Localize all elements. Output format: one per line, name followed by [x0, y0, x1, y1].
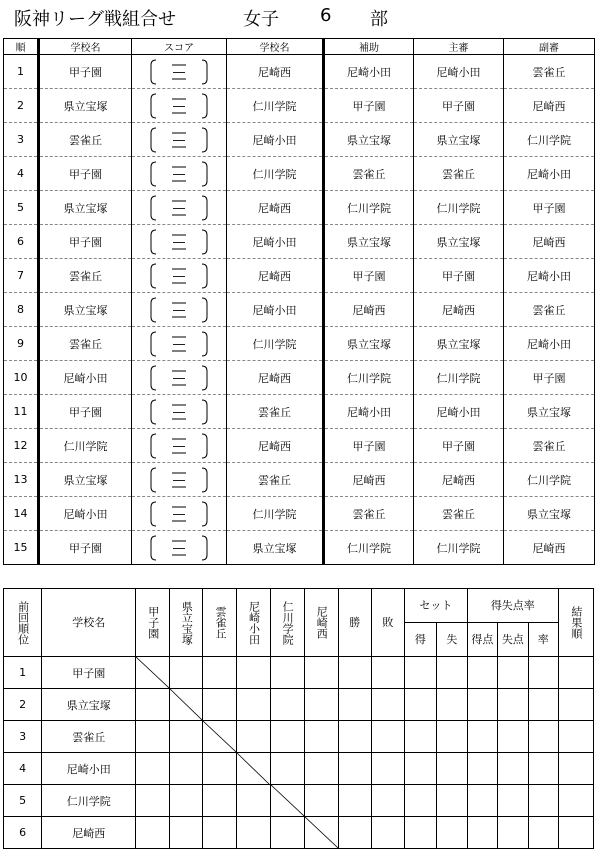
rate-cell[interactable]: [528, 785, 558, 817]
schedule-row: [4, 259, 595, 293]
diagonal-line: [271, 785, 304, 816]
diagonal-line: [237, 753, 269, 784]
diagonal-line: [305, 817, 338, 848]
match-result-cell[interactable]: [170, 657, 203, 689]
match-result-cell[interactable]: [304, 721, 338, 753]
points-against-cell[interactable]: [497, 785, 528, 817]
match-result-cell[interactable]: [170, 817, 203, 849]
result-rank-cell[interactable]: [558, 785, 593, 817]
sub-referee: 雲雀丘: [504, 429, 595, 463]
result-rank-cell[interactable]: [558, 657, 593, 689]
match-order: 4: [4, 157, 39, 191]
home-school: 仁川学院: [39, 429, 132, 463]
match-result-cell[interactable]: [304, 785, 338, 817]
match-order: 6: [4, 225, 39, 259]
header-sub-referee: 副審: [504, 39, 595, 55]
away-school: 尼崎西: [227, 361, 324, 395]
away-school: 尼崎小田: [227, 293, 324, 327]
score-bracket[interactable]: [149, 194, 209, 222]
sub-referee: 仁川学院: [504, 123, 595, 157]
match-result-cell[interactable]: [136, 753, 170, 785]
self-match-cell: [270, 785, 304, 817]
division-label: 女子: [243, 9, 279, 30]
header-score: スコア: [132, 39, 227, 55]
sets-lost-cell[interactable]: [436, 753, 467, 785]
losses-cell[interactable]: [371, 721, 404, 753]
score-separator: ―: [173, 234, 185, 249]
sub-referee: 尼崎小田: [504, 327, 595, 361]
main-referee: 仁川学院: [414, 191, 504, 225]
rate-cell[interactable]: [528, 689, 558, 721]
sub-referee: 尼崎西: [504, 225, 595, 259]
score-box[interactable]: [132, 531, 227, 565]
aux-referee: 雲雀丘: [324, 157, 414, 191]
result-rank-cell[interactable]: [558, 817, 593, 849]
wins-cell[interactable]: [338, 785, 371, 817]
prev-rank: 6: [4, 817, 42, 849]
score-box[interactable]: [132, 395, 227, 429]
match-result-cell[interactable]: [270, 753, 304, 785]
standings-row: [4, 753, 594, 785]
sets-lost-cell[interactable]: [436, 657, 467, 689]
score-box[interactable]: [132, 361, 227, 395]
rate-cell[interactable]: [528, 657, 558, 689]
score-separator: ―: [173, 506, 185, 521]
score-separator: ―: [173, 268, 185, 283]
sub-referee: 尼崎小田: [504, 259, 595, 293]
match-order: 2: [4, 89, 39, 123]
score-box[interactable]: [132, 123, 227, 157]
aux-referee: 仁川学院: [324, 361, 414, 395]
schedule-row: [4, 55, 595, 89]
sets-won-cell[interactable]: [404, 753, 436, 785]
sets-lost-cell[interactable]: [436, 785, 467, 817]
score-bracket[interactable]: [149, 58, 209, 86]
match-result-cell[interactable]: [203, 817, 237, 849]
home-school: 雲雀丘: [39, 123, 132, 157]
schedule-row: [4, 531, 595, 565]
away-school: 尼崎小田: [227, 123, 324, 157]
match-schedule-table: [3, 38, 595, 565]
self-match-cell: [203, 721, 237, 753]
score-bracket[interactable]: [149, 330, 209, 358]
away-school: 尼崎西: [227, 55, 324, 89]
aux-referee: 甲子園: [324, 429, 414, 463]
self-match-cell: [136, 657, 170, 689]
school-name: 甲子園: [42, 657, 136, 689]
score-separator: ―: [173, 404, 185, 419]
diagonal-line: [170, 689, 202, 720]
score-box[interactable]: [132, 293, 227, 327]
score-bracket[interactable]: [149, 296, 209, 324]
aux-referee: 尼崎小田: [324, 395, 414, 429]
points-for-cell[interactable]: [467, 817, 497, 849]
main-referee: 雲雀丘: [414, 497, 504, 531]
home-school: 雲雀丘: [39, 327, 132, 361]
header-point-rate: 得失点率: [467, 589, 558, 623]
match-result-cell[interactable]: [237, 817, 270, 849]
match-result-cell[interactable]: [203, 689, 237, 721]
losses-cell[interactable]: [371, 753, 404, 785]
match-result-cell[interactable]: [203, 753, 237, 785]
header-loss: 敗: [371, 589, 404, 657]
result-rank-cell[interactable]: [558, 753, 593, 785]
prev-rank: 2: [4, 689, 42, 721]
header-win: 勝: [338, 589, 371, 657]
away-school: 尼崎西: [227, 429, 324, 463]
match-result-cell[interactable]: [203, 657, 237, 689]
rate-cell[interactable]: [528, 817, 558, 849]
points-for-cell[interactable]: [467, 753, 497, 785]
match-order: 11: [4, 395, 39, 429]
home-school: 尼崎小田: [39, 361, 132, 395]
losses-cell[interactable]: [371, 657, 404, 689]
header-set-won: 得: [404, 623, 436, 657]
score-separator: ―: [173, 132, 185, 147]
home-school: 甲子園: [39, 157, 132, 191]
header-order: 順: [4, 39, 39, 55]
sets-lost-cell[interactable]: [436, 817, 467, 849]
standings-row: [4, 657, 594, 689]
header-home-school: 学校名: [39, 39, 132, 55]
match-result-cell[interactable]: [237, 721, 270, 753]
result-rank-cell[interactable]: [558, 689, 593, 721]
score-bracket[interactable]: [149, 92, 209, 120]
match-order: 5: [4, 191, 39, 225]
header-opp-3: 尼崎小田: [237, 589, 270, 657]
losses-cell[interactable]: [371, 785, 404, 817]
aux-referee: 甲子園: [324, 259, 414, 293]
rate-cell[interactable]: [528, 721, 558, 753]
score-bracket[interactable]: [149, 534, 209, 562]
main-referee: 県立宝塚: [414, 225, 504, 259]
score-box[interactable]: [132, 327, 227, 361]
match-result-cell[interactable]: [270, 817, 304, 849]
aux-referee: 県立宝塚: [324, 225, 414, 259]
match-result-cell[interactable]: [136, 721, 170, 753]
prev-rank: 5: [4, 785, 42, 817]
score-bracket[interactable]: [149, 228, 209, 256]
schedule-row: [4, 429, 595, 463]
score-separator: ―: [173, 370, 185, 385]
diagonal-line: [136, 657, 169, 688]
prev-rank: 1: [4, 657, 42, 689]
sub-referee: 県立宝塚: [504, 395, 595, 429]
score-box[interactable]: [132, 191, 227, 225]
match-result-cell[interactable]: [237, 785, 270, 817]
away-school: 仁川学院: [227, 497, 324, 531]
main-referee: 尼崎小田: [414, 55, 504, 89]
division-suffix: 部: [370, 9, 388, 30]
home-school: 県立宝塚: [39, 463, 132, 497]
header-set-lost: 失: [436, 623, 467, 657]
score-separator: ―: [173, 98, 185, 113]
school-name: 県立宝塚: [42, 689, 136, 721]
points-against-cell[interactable]: [497, 689, 528, 721]
page-title-row: [14, 2, 594, 32]
match-order: 13: [4, 463, 39, 497]
home-school: 甲子園: [39, 225, 132, 259]
schedule-row: [4, 191, 595, 225]
points-for-cell[interactable]: [467, 785, 497, 817]
sub-referee: 尼崎小田: [504, 157, 595, 191]
sets-won-cell[interactable]: [404, 721, 436, 753]
sets-lost-cell[interactable]: [436, 689, 467, 721]
score-separator: ―: [173, 336, 185, 351]
away-school: 仁川学院: [227, 157, 324, 191]
main-referee: 甲子園: [414, 259, 504, 293]
score-separator: ―: [173, 540, 185, 555]
aux-referee: 尼崎西: [324, 293, 414, 327]
match-order: 15: [4, 531, 39, 565]
main-referee: 県立宝塚: [414, 123, 504, 157]
away-school: 仁川学院: [227, 327, 324, 361]
away-school: 尼崎小田: [227, 225, 324, 259]
points-for-cell[interactable]: [467, 657, 497, 689]
main-referee: 尼崎西: [414, 463, 504, 497]
prev-rank: 4: [4, 753, 42, 785]
away-school: 雲雀丘: [227, 395, 324, 429]
sets-won-cell[interactable]: [404, 689, 436, 721]
main-referee: 尼崎西: [414, 293, 504, 327]
sub-referee: 仁川学院: [504, 463, 595, 497]
match-order: 9: [4, 327, 39, 361]
schedule-row: [4, 463, 595, 497]
schedule-row: [4, 361, 595, 395]
home-school: 甲子園: [39, 395, 132, 429]
points-against-cell[interactable]: [497, 753, 528, 785]
standings-row: [4, 689, 594, 721]
result-rank-cell[interactable]: [558, 721, 593, 753]
aux-referee: 尼崎西: [324, 463, 414, 497]
schedule-row: [4, 497, 595, 531]
sets-won-cell[interactable]: [404, 817, 436, 849]
home-school: 甲子園: [39, 531, 132, 565]
match-order: 8: [4, 293, 39, 327]
header-points-for: 得点: [467, 623, 497, 657]
home-school: 甲子園: [39, 55, 132, 89]
match-result-cell[interactable]: [304, 657, 338, 689]
diagonal-line: [203, 721, 236, 752]
school-name: 雲雀丘: [42, 721, 136, 753]
school-name: 仁川学院: [42, 785, 136, 817]
match-result-cell[interactable]: [170, 785, 203, 817]
score-separator: ―: [173, 302, 185, 317]
header-opp-1: 県立宝塚: [170, 589, 203, 657]
wins-cell[interactable]: [338, 753, 371, 785]
standings-row: [4, 817, 594, 849]
main-referee: 仁川学院: [414, 531, 504, 565]
score-separator: ―: [173, 438, 185, 453]
losses-cell[interactable]: [371, 817, 404, 849]
points-against-cell[interactable]: [497, 657, 528, 689]
points-for-cell[interactable]: [467, 689, 497, 721]
schedule-row: [4, 157, 595, 191]
sub-referee: 甲子園: [504, 361, 595, 395]
score-separator: ―: [173, 200, 185, 215]
match-result-cell[interactable]: [304, 689, 338, 721]
wins-cell[interactable]: [338, 689, 371, 721]
match-result-cell[interactable]: [136, 785, 170, 817]
match-order: 3: [4, 123, 39, 157]
points-against-cell[interactable]: [497, 721, 528, 753]
wins-cell[interactable]: [338, 721, 371, 753]
match-result-cell[interactable]: [270, 689, 304, 721]
score-box[interactable]: [132, 55, 227, 89]
score-bracket[interactable]: [149, 500, 209, 528]
match-order: 12: [4, 429, 39, 463]
home-school: 尼崎小田: [39, 497, 132, 531]
header-prev-rank: 前回順位: [4, 589, 42, 657]
score-separator: ―: [173, 64, 185, 79]
score-box[interactable]: [132, 259, 227, 293]
sub-referee: 雲雀丘: [504, 55, 595, 89]
header-opp-0: 甲子園: [136, 589, 170, 657]
sub-referee: 雲雀丘: [504, 293, 595, 327]
score-separator: ―: [173, 166, 185, 181]
main-referee: 甲子園: [414, 429, 504, 463]
self-match-cell: [304, 817, 338, 849]
schedule-row: [4, 89, 595, 123]
standings-table: [3, 588, 594, 849]
sub-referee: 尼崎西: [504, 531, 595, 565]
home-school: 県立宝塚: [39, 293, 132, 327]
header-set: セット: [404, 589, 467, 623]
away-school: 雲雀丘: [227, 463, 324, 497]
school-name: 尼崎小田: [42, 753, 136, 785]
match-result-cell[interactable]: [270, 657, 304, 689]
score-bracket[interactable]: [149, 262, 209, 290]
aux-referee: 雲雀丘: [324, 497, 414, 531]
schedule-row: [4, 293, 595, 327]
match-result-cell[interactable]: [170, 753, 203, 785]
prev-rank: 3: [4, 721, 42, 753]
match-order: 1: [4, 55, 39, 89]
score-bracket[interactable]: [149, 466, 209, 494]
aux-referee: 甲子園: [324, 89, 414, 123]
match-result-cell[interactable]: [136, 817, 170, 849]
score-bracket[interactable]: [149, 432, 209, 460]
standings-row: [4, 785, 594, 817]
header-opp-2: 雲雀丘: [203, 589, 237, 657]
self-match-cell: [237, 753, 270, 785]
aux-referee: 仁川学院: [324, 191, 414, 225]
header-result: 結果順: [558, 589, 593, 657]
main-referee: 県立宝塚: [414, 327, 504, 361]
aux-referee: 県立宝塚: [324, 327, 414, 361]
home-school: 雲雀丘: [39, 259, 132, 293]
schedule-row: [4, 395, 595, 429]
match-result-cell[interactable]: [203, 785, 237, 817]
points-against-cell[interactable]: [497, 817, 528, 849]
school-name: 尼崎西: [42, 817, 136, 849]
home-school: 県立宝塚: [39, 89, 132, 123]
sets-lost-cell[interactable]: [436, 721, 467, 753]
score-bracket[interactable]: [149, 126, 209, 154]
score-bracket[interactable]: [149, 364, 209, 392]
schedule-row: [4, 327, 595, 361]
away-school: 尼崎西: [227, 259, 324, 293]
header-rate: 率: [528, 623, 558, 657]
wins-cell[interactable]: [338, 657, 371, 689]
match-result-cell[interactable]: [304, 753, 338, 785]
aux-referee: 仁川学院: [324, 531, 414, 565]
away-school: 尼崎西: [227, 191, 324, 225]
sets-won-cell[interactable]: [404, 657, 436, 689]
match-order: 14: [4, 497, 39, 531]
header-aux-referee: 補助: [324, 39, 414, 55]
page-title: 阪神リーグ戦組合せ: [14, 9, 176, 30]
header-opp-4: 仁川学院: [270, 589, 304, 657]
away-school: 仁川学院: [227, 89, 324, 123]
score-box[interactable]: [132, 89, 227, 123]
schedule-header-row: [4, 39, 595, 55]
schedule-row: [4, 123, 595, 157]
main-referee: 甲子園: [414, 89, 504, 123]
aux-referee: 尼崎小田: [324, 55, 414, 89]
schedule-row: [4, 225, 595, 259]
rate-cell[interactable]: [528, 753, 558, 785]
match-result-cell[interactable]: [237, 657, 270, 689]
main-referee: 尼崎小田: [414, 395, 504, 429]
main-referee: 雲雀丘: [414, 157, 504, 191]
division-number: 6: [320, 5, 332, 26]
header-points-against: 失点: [497, 623, 528, 657]
score-bracket[interactable]: [149, 160, 209, 188]
score-separator: ―: [173, 472, 185, 487]
self-match-cell: [170, 689, 203, 721]
standings-row: [4, 721, 594, 753]
match-order: 10: [4, 361, 39, 395]
score-bracket[interactable]: [149, 398, 209, 426]
score-box[interactable]: [132, 157, 227, 191]
sub-referee: 県立宝塚: [504, 497, 595, 531]
header-away-school: 学校名: [227, 39, 324, 55]
points-for-cell[interactable]: [467, 721, 497, 753]
main-referee: 仁川学院: [414, 361, 504, 395]
match-result-cell[interactable]: [270, 721, 304, 753]
match-order: 7: [4, 259, 39, 293]
score-box[interactable]: [132, 463, 227, 497]
match-result-cell[interactable]: [170, 721, 203, 753]
sub-referee: 尼崎西: [504, 89, 595, 123]
losses-cell[interactable]: [371, 689, 404, 721]
sub-referee: 甲子園: [504, 191, 595, 225]
home-school: 県立宝塚: [39, 191, 132, 225]
away-school: 県立宝塚: [227, 531, 324, 565]
score-box[interactable]: [132, 225, 227, 259]
header-school: 学校名: [42, 589, 136, 657]
header-opp-5: 尼崎西: [304, 589, 338, 657]
score-box[interactable]: [132, 429, 227, 463]
sets-won-cell[interactable]: [404, 785, 436, 817]
wins-cell[interactable]: [338, 817, 371, 849]
header-main-referee: 主審: [414, 39, 504, 55]
match-result-cell[interactable]: [237, 689, 270, 721]
match-result-cell[interactable]: [136, 689, 170, 721]
standings-header-row-1: [4, 589, 594, 623]
score-box[interactable]: [132, 497, 227, 531]
aux-referee: 県立宝塚: [324, 123, 414, 157]
